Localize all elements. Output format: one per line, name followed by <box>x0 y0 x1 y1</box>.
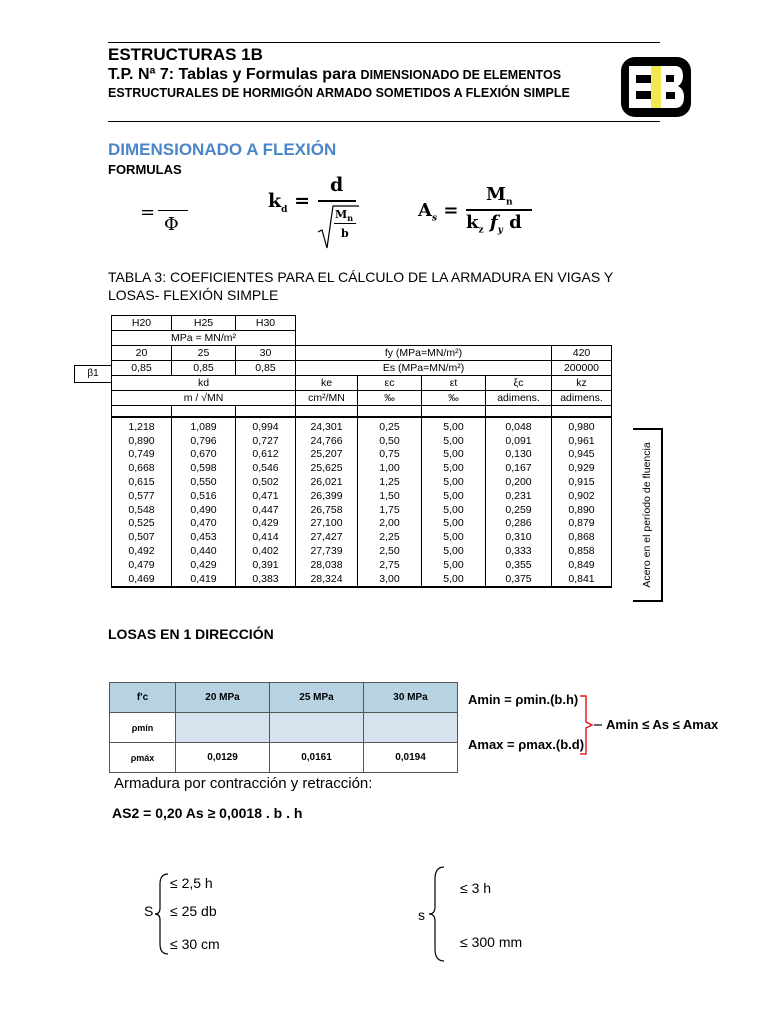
concrete-h20: H20 <box>112 316 172 331</box>
cell-kd-h20: 0,507 <box>112 530 172 544</box>
spacer-cell <box>172 406 236 418</box>
beta-20: 0,85 <box>112 361 172 376</box>
concrete-h30: H30 <box>236 316 296 331</box>
cell-xi: 0,333 <box>486 544 552 558</box>
cell-kd-h25: 0,516 <box>172 489 236 503</box>
cell-kd-h25: 0,429 <box>172 558 236 572</box>
as-den-sub2: y <box>497 225 503 236</box>
cell-ec: 0,25 <box>358 417 422 434</box>
table-row <box>112 475 612 489</box>
cell-ke: 28,038 <box>296 558 358 572</box>
cell-ec: 3,00 <box>358 572 422 587</box>
cell-kd-h20: 0,548 <box>112 503 172 517</box>
eb-logo <box>619 55 693 119</box>
spacer-cell <box>296 406 358 418</box>
cell-kd-h30: 0,471 <box>236 489 296 503</box>
spacing-s-label: S <box>144 903 154 919</box>
spacing-s2-block <box>418 877 538 967</box>
unit-ec: ‰ <box>358 391 422 406</box>
table-row <box>112 489 612 503</box>
spacing-s2-item-1: ≤ 3 h <box>460 880 492 896</box>
cell-et: 5,00 <box>422 517 486 531</box>
cell-xi: 0,231 <box>486 489 552 503</box>
spacing-s-item-2: ≤ 25 db <box>170 903 217 919</box>
col-ec: εc <box>358 376 422 391</box>
cell-kd-h25: 0,470 <box>172 517 236 531</box>
cell-et: 5,00 <box>422 417 486 434</box>
cell-et: 5,00 <box>422 475 486 489</box>
phi-symbol: Φ <box>164 214 179 235</box>
kd-lhs-sub: d <box>281 204 288 215</box>
table3-body <box>112 406 612 587</box>
formula-kd: $k_d$ = d $M_n$ b <box>268 174 368 250</box>
concrete-h25: H25 <box>172 316 236 331</box>
cell-kz: 0,929 <box>552 461 612 475</box>
unit-ke: cm²/MN <box>296 391 358 406</box>
unit-xi: adimens. <box>486 391 552 406</box>
cell-kd-h30: 0,402 <box>236 544 296 558</box>
cell-et: 5,00 <box>422 448 486 462</box>
table-row <box>112 517 612 531</box>
cell-ke: 26,399 <box>296 489 358 503</box>
table3-row-units <box>112 391 612 406</box>
rho-min-30 <box>364 713 458 743</box>
cell-ec: 1,00 <box>358 461 422 475</box>
col-xi: ξc <box>486 376 552 391</box>
table3-spacer-row <box>112 406 612 418</box>
cell-kd-h20: 0,525 <box>112 517 172 531</box>
cell-ke: 26,758 <box>296 503 358 517</box>
fy-label: fy (MPa=MN/m²) <box>296 346 552 361</box>
course-title: ESTRUCTURAS 1B <box>108 45 263 64</box>
rho-max-30: 0,0194 <box>364 743 458 773</box>
cell-kd-h25: 1,089 <box>172 417 236 434</box>
table-row <box>112 572 612 587</box>
cell-kd-h20: 0,492 <box>112 544 172 558</box>
as2-formula: AS2 = 0,20 As ≥ 0,0018 . b . h <box>112 805 303 821</box>
table3-row-beta <box>112 361 612 376</box>
cell-kz: 0,858 <box>552 544 612 558</box>
cell-et: 5,00 <box>422 544 486 558</box>
col-kz: kz <box>552 376 612 391</box>
as-num-sub: n <box>505 197 513 208</box>
table3-row-mpa <box>112 331 612 346</box>
fc30-header: 30 MPa <box>364 683 458 713</box>
rho-min-label: ρmín <box>110 713 176 743</box>
cell-kd-h25: 0,550 <box>172 475 236 489</box>
cell-xi: 0,286 <box>486 517 552 531</box>
losas-title: LOSAS EN 1 DIRECCIÓN <box>108 626 274 642</box>
fc-header: f'c <box>110 683 176 713</box>
col-ke: ke <box>296 376 358 391</box>
armadura-text: Armadura por contracción y retracción: <box>114 775 373 792</box>
cell-kd-h20: 0,577 <box>112 489 172 503</box>
cell-ke: 27,427 <box>296 530 358 544</box>
fc20-header: 20 MPa <box>176 683 270 713</box>
fc-20: 20 <box>112 346 172 361</box>
kd-inner-num-sub: n <box>347 213 354 224</box>
unit-et: ‰ <box>422 391 486 406</box>
cell-et: 5,00 <box>422 530 486 544</box>
as-den-f: f <box>489 212 498 233</box>
cell-kd-h20: 1,218 <box>112 417 172 434</box>
unit-kd: m / √MN <box>112 391 296 406</box>
rho-table-header <box>110 683 458 713</box>
table3-row-symbols <box>112 376 612 391</box>
cell-ke: 25,625 <box>296 461 358 475</box>
spacer-cell <box>358 406 422 418</box>
spacing-s-item-3: ≤ 30 cm <box>170 936 220 952</box>
es-value: 200000 <box>552 361 612 376</box>
table-row <box>112 503 612 517</box>
spacer-cell <box>486 406 552 418</box>
cell-kd-h25: 0,453 <box>172 530 236 544</box>
tp-prefix: T.P. Nª 7: Tablas y Formulas para <box>108 66 357 83</box>
spacer-cell <box>236 406 296 418</box>
coefficients-table <box>111 315 612 588</box>
cell-ec: 1,75 <box>358 503 422 517</box>
cell-kd-h30: 0,502 <box>236 475 296 489</box>
amax-formula: Amax = ρmax.(b.d) <box>468 737 585 752</box>
cell-kz: 0,980 <box>552 417 612 434</box>
yield-side-text: Acero en el período de fluencia <box>641 442 653 588</box>
range-formula: Amin ≤ As ≤ Amax <box>606 717 719 732</box>
fc-30: 30 <box>236 346 296 361</box>
top-rule <box>108 42 660 43</box>
kd-inner-den: b <box>341 227 349 240</box>
cell-ec: 2,00 <box>358 517 422 531</box>
spacing-s2-item-2: ≤ 300 mm <box>460 934 523 950</box>
cell-kd-h20: 0,890 <box>112 434 172 448</box>
cell-kd-h25: 0,796 <box>172 434 236 448</box>
as-lhs-sub: s <box>431 213 438 224</box>
table-row <box>112 544 612 558</box>
tp-small: DIMENSIONADO DE ELEMENTOS <box>360 68 562 82</box>
cell-xi: 0,355 <box>486 558 552 572</box>
rho-max-25: 0,0161 <box>270 743 364 773</box>
mpa-label: MPa = MN/m² <box>112 331 296 346</box>
rho-min-20 <box>176 713 270 743</box>
cell-kd-h25: 0,440 <box>172 544 236 558</box>
table3-row-fc <box>112 346 612 361</box>
as-num: M <box>486 184 506 205</box>
bottom-rule <box>108 121 660 122</box>
cell-kd-h30: 0,383 <box>236 572 296 587</box>
table-row <box>112 448 612 462</box>
as-den-k: k <box>466 212 479 233</box>
table-row <box>112 530 612 544</box>
tp-title <box>108 66 561 84</box>
cell-kd-h30: 0,447 <box>236 503 296 517</box>
formulas-label: FORMULAS <box>108 162 182 177</box>
rho-max-label: ρmáx <box>110 743 176 773</box>
cell-ke: 27,100 <box>296 517 358 531</box>
table-row <box>112 434 612 448</box>
cell-kd-h25: 0,598 <box>172 461 236 475</box>
cell-xi: 0,167 <box>486 461 552 475</box>
cell-ec: 2,50 <box>358 544 422 558</box>
beta-30: 0,85 <box>236 361 296 376</box>
table3-title: TABLA 3: COEFICIENTES PARA EL CÁLCULO DE LA ARMADURA EN VIGAS Y LOSAS- FLEXIÓN SIMPLE <box>108 269 613 303</box>
cell-et: 5,00 <box>422 558 486 572</box>
table3-row-concretes <box>112 316 612 331</box>
cell-kd-h20: 0,479 <box>112 558 172 572</box>
cell-kd-h30: 0,391 <box>236 558 296 572</box>
left-brace-icon <box>428 865 446 963</box>
fc-25: 25 <box>172 346 236 361</box>
cell-et: 5,00 <box>422 434 486 448</box>
beta-25: 0,85 <box>172 361 236 376</box>
col-et: εt <box>422 376 486 391</box>
amin-formula: Amin = ρmin.(b.h) <box>468 692 579 707</box>
cell-kz: 0,890 <box>552 503 612 517</box>
cell-et: 5,00 <box>422 572 486 587</box>
cell-et: 5,00 <box>422 489 486 503</box>
spacer-cell <box>422 406 486 418</box>
as-den-sub1: z <box>478 225 484 236</box>
cell-kz: 0,915 <box>552 475 612 489</box>
table-row <box>112 417 612 434</box>
cell-kz: 0,902 <box>552 489 612 503</box>
cell-ke: 26,021 <box>296 475 358 489</box>
unit-kz: adimens. <box>552 391 612 406</box>
fy-value: 420 <box>552 346 612 361</box>
kd-inner-num: M <box>335 208 348 221</box>
cell-kz: 0,868 <box>552 530 612 544</box>
cell-kz: 0,961 <box>552 434 612 448</box>
cell-kd-h20: 0,668 <box>112 461 172 475</box>
cell-kz: 0,945 <box>552 448 612 462</box>
table-row <box>112 558 612 572</box>
cell-ke: 24,766 <box>296 434 358 448</box>
formula-as: $A_s$ = $M_n$ $k_z$ $f_y$ d <box>418 184 548 244</box>
cell-xi: 0,130 <box>486 448 552 462</box>
cell-kz: 0,879 <box>552 517 612 531</box>
es-label: Es (MPa=MN/m²) <box>296 361 552 376</box>
rho-min-row <box>110 713 458 743</box>
cell-ec: 0,75 <box>358 448 422 462</box>
cell-xi: 0,375 <box>486 572 552 587</box>
table-row <box>112 461 612 475</box>
cell-kd-h20: 0,749 <box>112 448 172 462</box>
spacer-cell <box>112 406 172 418</box>
cell-ec: 1,50 <box>358 489 422 503</box>
rho-table <box>109 682 458 773</box>
cell-ec: 2,75 <box>358 558 422 572</box>
cell-ec: 0,50 <box>358 434 422 448</box>
kd-num: d <box>330 174 344 196</box>
cell-et: 5,00 <box>422 503 486 517</box>
tp-subtitle: ESTRUCTURALES DE HORMIGÓN ARMADO SOMETIDOS A FLEXIÓN SIMPLE <box>108 86 570 100</box>
red-bracket <box>578 694 606 756</box>
cell-xi: 0,091 <box>486 434 552 448</box>
cell-kz: 0,849 <box>552 558 612 572</box>
as-lhs: A <box>418 200 432 221</box>
cell-ke: 25,207 <box>296 448 358 462</box>
cell-ec: 1,25 <box>358 475 422 489</box>
cell-kd-h25: 0,419 <box>172 572 236 587</box>
section-title: DIMENSIONADO A FLEXIÓN <box>108 140 337 159</box>
spacing-s2-label: s <box>418 907 425 923</box>
cell-xi: 0,259 <box>486 503 552 517</box>
fc25-header: 25 MPa <box>270 683 364 713</box>
cell-kd-h20: 0,615 <box>112 475 172 489</box>
cell-et: 5,00 <box>422 461 486 475</box>
yield-side-label <box>633 428 663 602</box>
cell-ec: 2,25 <box>358 530 422 544</box>
as-den-d: d <box>509 212 522 233</box>
spacing-s-item-1: ≤ 2,5 h <box>170 875 213 891</box>
cell-xi: 0,310 <box>486 530 552 544</box>
spacer-cell <box>552 406 612 418</box>
cell-ke: 28,324 <box>296 572 358 587</box>
cell-kd-h30: 0,414 <box>236 530 296 544</box>
cell-kd-h30: 0,429 <box>236 517 296 531</box>
cell-kd-h20: 0,469 <box>112 572 172 587</box>
rho-min-25 <box>270 713 364 743</box>
rho-max-row <box>110 743 458 773</box>
cell-kz: 0,841 <box>552 572 612 587</box>
cell-ke: 27,739 <box>296 544 358 558</box>
cell-xi: 0,200 <box>486 475 552 489</box>
rho-max-20: 0,0129 <box>176 743 270 773</box>
beta-label: β1 <box>74 365 111 383</box>
cell-kd-h30: 0,546 <box>236 461 296 475</box>
cell-kd-h30: 0,994 <box>236 417 296 434</box>
spacing-s-block <box>144 872 264 962</box>
left-brace-icon <box>154 872 170 956</box>
cell-kd-h30: 0,612 <box>236 448 296 462</box>
col-kd: kd <box>112 376 296 391</box>
cell-kd-h30: 0,727 <box>236 434 296 448</box>
cell-xi: 0,048 <box>486 417 552 434</box>
cell-ke: 24,301 <box>296 417 358 434</box>
kd-lhs: k <box>268 190 282 212</box>
cell-kd-h25: 0,670 <box>172 448 236 462</box>
cell-kd-h25: 0,490 <box>172 503 236 517</box>
